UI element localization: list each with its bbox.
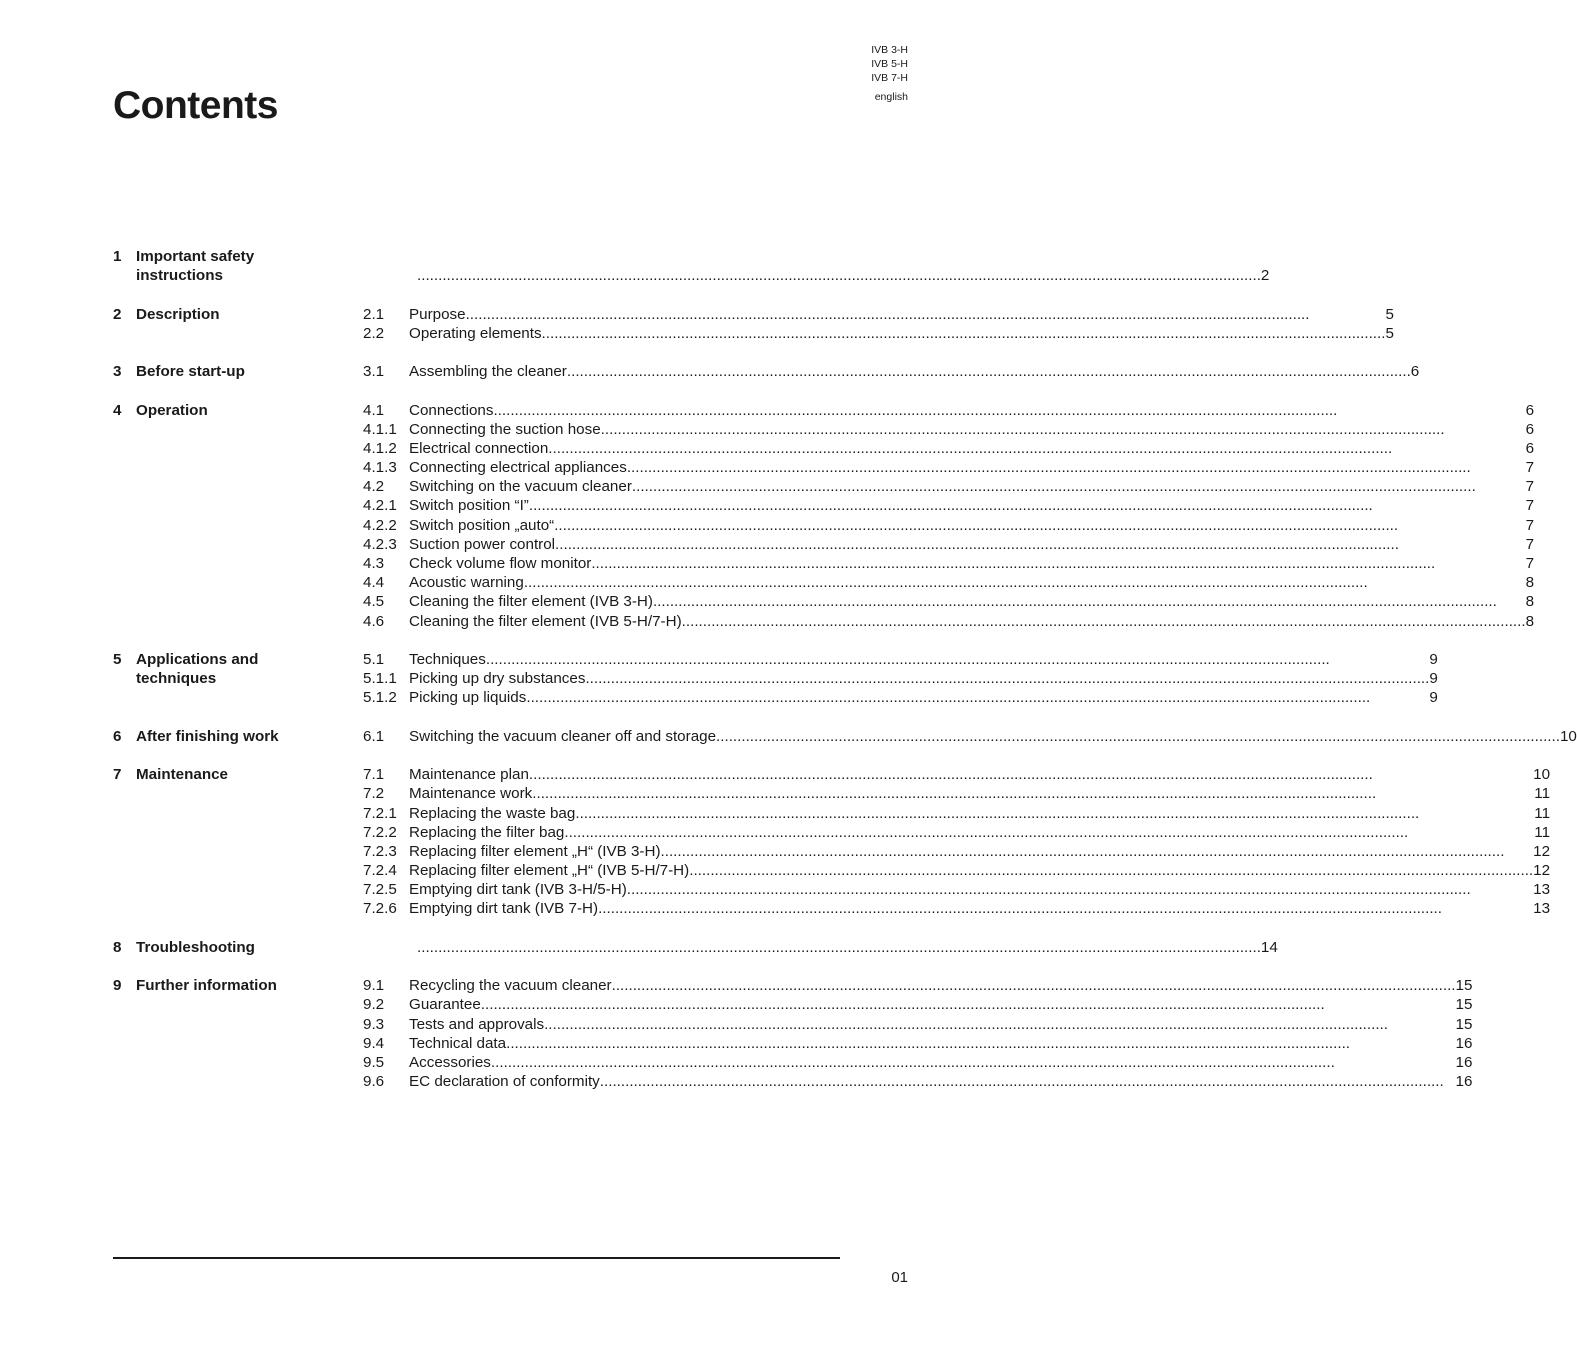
section-heading[interactable] <box>113 727 363 746</box>
dot-leader <box>555 535 1526 554</box>
entry-number: 4.5 <box>363 593 385 611</box>
entry-page-number: 7 <box>1525 459 1535 477</box>
toc-entry[interactable] <box>363 401 1534 420</box>
entry-page-number: 9 <box>1429 689 1438 707</box>
dot-leader <box>598 899 1533 918</box>
entry-page-number: 5 <box>1385 305 1394 323</box>
entry-title: Recycling the vacuum cleaner <box>409 977 612 995</box>
section-entries <box>363 305 1394 343</box>
model-1: IVB 3-H <box>871 44 908 56</box>
entry-number: 2.2 <box>363 324 385 342</box>
section-number: 5 <box>113 650 122 668</box>
entry-title: Guarantee <box>409 996 481 1014</box>
toc-entry[interactable] <box>363 995 1472 1014</box>
entry-page-number: 7 <box>1525 535 1535 553</box>
section-heading[interactable] <box>113 305 363 343</box>
entry-title: Picking up dry substances <box>409 670 586 688</box>
entry-title: EC declaration of conformity <box>409 1073 600 1091</box>
toc-entry[interactable] <box>363 823 1550 842</box>
entry-page-number: 8 <box>1525 593 1535 611</box>
toc-entry[interactable] <box>363 765 1550 784</box>
entry-page-number: 6 <box>1410 363 1420 381</box>
section-entries <box>363 727 1577 746</box>
entry-spacer <box>363 247 1269 266</box>
dot-leader <box>632 477 1526 496</box>
entry-number: 7.2 <box>363 785 385 803</box>
section-title: Description <box>136 305 220 323</box>
entry-title: Replacing filter element „H“ (IVB 5-H/7-H) <box>409 862 690 880</box>
section-heading[interactable] <box>113 247 363 285</box>
toc-entry[interactable] <box>363 669 1438 688</box>
section-title: Before start-up <box>136 363 245 381</box>
entry-page-number: 10 <box>1559 727 1577 745</box>
dot-leader <box>612 976 1456 995</box>
model-2: IVB 5-H <box>871 58 908 70</box>
dot-leader <box>564 823 1534 842</box>
section-entries <box>363 765 1550 919</box>
entry-title: Emptying dirt tank (IVB 7-H) <box>409 900 599 918</box>
toc-section <box>113 976 1473 1091</box>
entry-title: Switching the vacuum cleaner off and storage <box>409 727 717 745</box>
toc-entry[interactable] <box>363 496 1534 515</box>
entry-page-number: 7 <box>1525 516 1535 534</box>
entry-number: 4.1.1 <box>363 420 397 438</box>
entry-title: Connecting electrical appliances <box>409 459 627 477</box>
entry-number: 2.1 <box>363 305 385 323</box>
entry-number: 4.4 <box>363 574 385 592</box>
entry-number: 7.2.4 <box>363 862 397 880</box>
entry-title: Replacing the filter bag <box>409 823 565 841</box>
dot-leader <box>600 1072 1456 1091</box>
section-heading[interactable] <box>113 401 363 631</box>
entry-title: Switch position „auto“ <box>409 516 555 534</box>
toc-entry[interactable] <box>363 612 1534 631</box>
toc-section <box>113 938 1278 957</box>
entry-title: Assembling the cleaner <box>409 363 567 381</box>
toc-entry[interactable] <box>363 861 1550 880</box>
entry-number: 3.1 <box>363 363 385 381</box>
entry-number: 9.2 <box>363 996 385 1014</box>
entry-number: 9.3 <box>363 1015 385 1033</box>
entry-number: 9.4 <box>363 1034 385 1052</box>
page-title: Contents <box>113 84 278 127</box>
entry-title: Replacing the waste bag <box>409 804 576 822</box>
entry-page-number: 5 <box>1385 324 1394 342</box>
dot-leader <box>493 401 1525 420</box>
entry-title: Check volume flow monitor <box>409 555 592 573</box>
toc-entry[interactable] <box>363 420 1534 439</box>
dot-leader <box>716 727 1560 746</box>
toc-entry[interactable] <box>363 477 1534 496</box>
entry-number: 4.1 <box>363 401 385 419</box>
toc-entry[interactable] <box>363 554 1534 573</box>
entry-number: 5.1.2 <box>363 689 397 707</box>
entry-page-number: 6 <box>1525 420 1535 438</box>
section-title: After finishing work <box>136 727 279 745</box>
entry-page-number: 15 <box>1455 996 1473 1014</box>
entry-number: 5.1.1 <box>363 670 397 688</box>
entry-title: Cleaning the filter element (IVB 5-H/7-H) <box>409 612 682 630</box>
section-number: 7 <box>113 766 122 784</box>
entry-page-number: 2 <box>1260 267 1270 285</box>
entry-page-number: 11 <box>1534 785 1551 803</box>
entry-page-number: 8 <box>1525 612 1535 630</box>
toc-entry[interactable] <box>363 535 1534 554</box>
toc-entry[interactable] <box>363 1015 1472 1034</box>
entry-title: Purpose <box>409 305 466 323</box>
entry-number: 7.1 <box>363 766 385 784</box>
section-heading[interactable] <box>113 765 363 919</box>
entry-title: Maintenance work <box>409 785 533 803</box>
entry-title: Acoustic warning <box>409 574 524 592</box>
toc-entry[interactable] <box>363 592 1534 611</box>
entry-title: Picking up liquids <box>409 689 527 707</box>
entry-page-number: 10 <box>1533 766 1551 784</box>
toc-entry[interactable] <box>363 458 1534 477</box>
section-heading[interactable] <box>113 938 363 957</box>
dot-leader <box>585 669 1429 688</box>
entry-number: 4.6 <box>363 612 385 630</box>
dot-leader <box>627 458 1526 477</box>
section-number: 9 <box>113 977 122 995</box>
section-number: 2 <box>113 305 122 323</box>
toc-entry[interactable] <box>363 976 1472 995</box>
entry-page-number: 16 <box>1455 1034 1473 1052</box>
dot-leader <box>689 861 1533 880</box>
dot-leader <box>526 688 1429 707</box>
dot-leader <box>524 573 1526 592</box>
section-title: Maintenance <box>136 766 228 784</box>
section-entries <box>363 362 1419 381</box>
dot-leader <box>529 765 1533 784</box>
toc-section <box>113 650 1438 708</box>
dot-leader <box>486 650 1430 669</box>
dot-leader <box>529 496 1526 515</box>
entry-title: Connecting the suction hose <box>409 420 601 438</box>
entry-page-number: 9 <box>1429 670 1438 688</box>
entry-page-number: 9 <box>1429 650 1438 668</box>
entry-title: Tests and approvals <box>409 1015 545 1033</box>
toc-entry[interactable] <box>363 1072 1472 1091</box>
entry-title: Maintenance plan <box>409 766 529 784</box>
section-number: 6 <box>113 727 122 745</box>
entry-number: 9.5 <box>363 1053 385 1071</box>
entry-title: Technical data <box>409 1034 507 1052</box>
dot-leader <box>554 516 1525 535</box>
dot-leader <box>542 324 1386 343</box>
dot-leader <box>591 554 1525 573</box>
dot-leader <box>682 612 1526 631</box>
toc-section <box>113 362 1420 381</box>
toc-entry[interactable] <box>363 516 1534 535</box>
section-heading[interactable] <box>113 650 363 708</box>
dot-leader <box>532 784 1534 803</box>
entry-number: 7.2.2 <box>363 823 397 841</box>
toc-section <box>113 247 1270 285</box>
dot-leader <box>506 1034 1455 1053</box>
toc-entry[interactable] <box>363 305 1394 324</box>
toc-section <box>113 401 1535 631</box>
section-entries <box>363 976 1472 1091</box>
toc-section <box>113 305 1394 343</box>
toc-entry[interactable] <box>363 784 1550 803</box>
section-number: 1 <box>113 248 122 265</box>
dot-leader <box>548 439 1525 458</box>
entry-number: 4.3 <box>363 555 385 573</box>
entry-title: Connections <box>409 401 494 419</box>
entry-page-number: 11 <box>1534 804 1551 822</box>
toc-entry[interactable] <box>363 650 1438 669</box>
entry-title: Accessories <box>409 1053 491 1071</box>
entry-number: 4.2.3 <box>363 535 397 553</box>
entry-page-number: 8 <box>1525 574 1535 592</box>
toc-section <box>113 727 1577 746</box>
dot-leader <box>491 1053 1456 1072</box>
section-entries <box>363 650 1438 708</box>
dot-leader <box>567 362 1411 381</box>
entry-number: 4.2.2 <box>363 516 397 534</box>
dot-leader <box>601 420 1526 439</box>
entry-page-number: 6 <box>1525 439 1535 457</box>
entry-page-number: 7 <box>1525 497 1535 515</box>
section-title: Troubleshooting <box>136 938 255 956</box>
toc-entry[interactable] <box>363 324 1394 343</box>
entry-title: Suction power control <box>409 535 556 553</box>
entry-title: Cleaning the filter element (IVB 3-H) <box>409 593 653 611</box>
toc-entry[interactable] <box>363 266 1269 285</box>
dot-leader <box>417 938 1261 957</box>
entry-number: 5.1 <box>363 650 385 668</box>
entry-title: Emptying dirt tank (IVB 3-H/5-H) <box>409 881 627 899</box>
entry-page-number: 16 <box>1455 1053 1473 1071</box>
entry-number: 6.1 <box>363 727 385 745</box>
section-heading[interactable] <box>113 976 363 1091</box>
language-label: english <box>874 91 908 103</box>
toc-entry[interactable] <box>363 573 1534 592</box>
entry-number: 4.2 <box>363 478 385 496</box>
dot-leader <box>661 842 1534 861</box>
entry-number: 4.1.2 <box>363 439 397 457</box>
dot-leader <box>466 305 1386 324</box>
dot-leader <box>575 804 1534 823</box>
model-3: IVB 7-H <box>871 72 908 84</box>
model-list <box>871 43 908 104</box>
entry-page-number: 12 <box>1533 862 1551 880</box>
section-entries <box>363 401 1534 631</box>
dot-leader <box>627 880 1533 899</box>
entry-number: 7.2.3 <box>363 842 397 860</box>
entry-title: Techniques <box>409 650 486 668</box>
entry-page-number: 7 <box>1525 478 1535 496</box>
entry-title: Switching on the vacuum cleaner <box>409 478 632 496</box>
entry-page-number: 11 <box>1534 823 1551 841</box>
dot-leader <box>653 592 1526 611</box>
toc-entry[interactable] <box>363 804 1550 823</box>
section-title: Important safety instructions <box>136 248 255 285</box>
entry-number: 7.2.5 <box>363 881 397 899</box>
section-number: 4 <box>113 401 122 419</box>
dot-leader <box>417 266 1261 285</box>
entry-page-number: 16 <box>1455 1073 1473 1091</box>
entry-number: 9.6 <box>363 1073 385 1091</box>
toc-section <box>113 765 1551 919</box>
toc-entry[interactable] <box>363 688 1438 707</box>
dot-leader <box>481 995 1456 1014</box>
page-number: 01 <box>891 1269 908 1286</box>
dot-leader <box>544 1015 1455 1034</box>
section-title: Operation <box>136 401 208 419</box>
section-number: 3 <box>113 363 122 381</box>
section-heading[interactable] <box>113 362 363 381</box>
entry-page-number: 13 <box>1533 900 1551 918</box>
entry-page-number: 15 <box>1455 1015 1473 1033</box>
footer-divider <box>113 1257 840 1259</box>
entry-page-number: 13 <box>1533 881 1551 899</box>
entry-number: 7.2.6 <box>363 900 397 918</box>
entry-title: Replacing filter element „H“ (IVB 3-H) <box>409 842 661 860</box>
section-title: Further information <box>136 977 277 995</box>
toc-entry[interactable] <box>363 439 1534 458</box>
toc-entry[interactable] <box>363 1034 1472 1053</box>
section-entries <box>363 247 1269 285</box>
entry-title: Electrical connection <box>409 439 549 457</box>
entry-page-number: 12 <box>1533 842 1551 860</box>
toc-entry[interactable] <box>363 899 1550 918</box>
entry-number: 4.1.3 <box>363 459 397 477</box>
section-entries <box>363 938 1278 957</box>
toc-entry[interactable] <box>363 362 1419 381</box>
entry-page-number: 7 <box>1525 555 1535 573</box>
entry-page-number: 14 <box>1260 938 1278 956</box>
entry-number: 4.2.1 <box>363 497 397 515</box>
entry-number: 7.2.1 <box>363 804 397 822</box>
entry-number: 9.1 <box>363 977 385 995</box>
section-title: Applications and techniques <box>136 650 259 688</box>
entry-title: Operating elements <box>409 324 542 342</box>
section-number: 8 <box>113 938 122 956</box>
toc-entry[interactable] <box>363 842 1550 861</box>
toc-entry[interactable] <box>363 727 1577 746</box>
toc-entry[interactable] <box>363 938 1278 957</box>
toc-entry[interactable] <box>363 880 1550 899</box>
entry-title: Switch position “I” <box>409 497 529 515</box>
entry-page-number: 6 <box>1525 401 1535 419</box>
table-of-contents <box>113 247 1577 1111</box>
toc-entry[interactable] <box>363 1053 1472 1072</box>
entry-page-number: 15 <box>1455 977 1473 995</box>
